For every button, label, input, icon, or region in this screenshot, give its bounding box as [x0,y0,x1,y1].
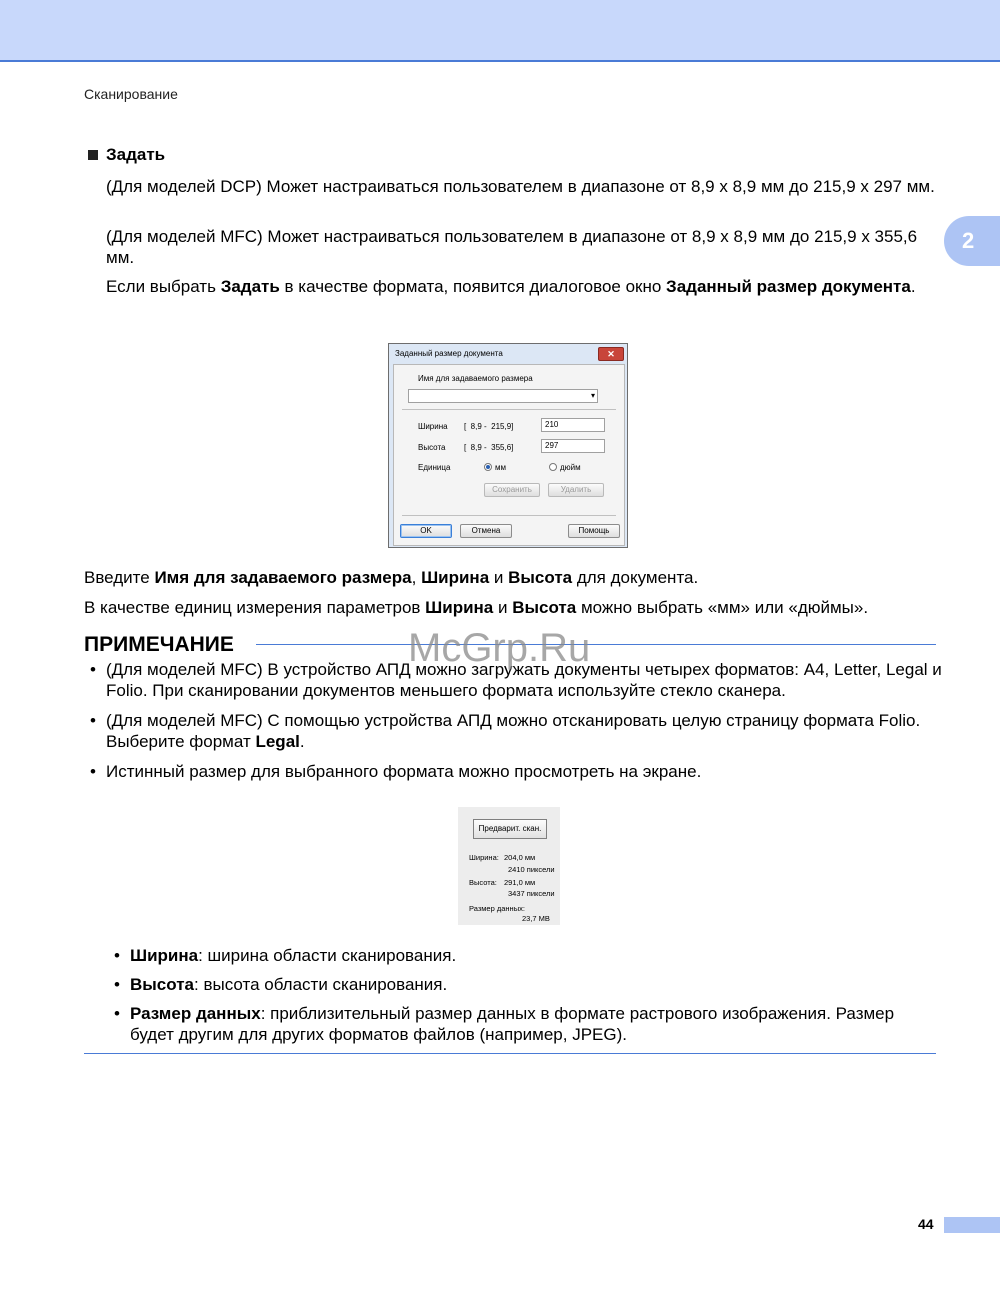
note-end-divider [84,1053,936,1054]
width-input[interactable]: 210 [541,418,605,432]
close-icon[interactable]: ✕ [598,347,624,361]
height-range: [ 8,9 - 355,6] [464,443,514,452]
preview-width-label: Ширина: [469,853,499,862]
note-heading: ПРИМЕЧАНИЕ [84,633,234,656]
preview-size-value: 23,7 MB [522,914,550,923]
chapter-tab: 2 [944,216,1000,266]
note-item: • Истинный размер для выбранного формата можно просмотреть на экране. [90,762,702,781]
dialog-body [393,364,625,546]
paragraph-dcp: (Для моделей DCP) Может настраиваться пользователем в диапазоне от 8,9 х 8,9 мм до 215,9 х 297 мм. [106,177,935,196]
sub-item-width: • Ширина: ширина области сканирования. [114,946,457,965]
preview-panel [458,807,560,925]
option-title [88,145,165,165]
name-label: Имя для задаваемого размера [418,374,533,383]
unit-inch-radio[interactable] [549,463,557,471]
unit-label: Единица [418,463,451,472]
unit-inch-label: дюйм [560,463,581,472]
preview-height-label: Высота: [469,878,497,887]
preview-width-px: 2410 пиксели [508,865,555,874]
square-bullet-icon [88,150,98,160]
paragraph-enter-values: Введите Имя для задаваемого размера, Ширина и Высота для документа. [84,568,699,587]
note-item: • (Для моделей MFC) С помощью устройства АПД можно отсканировать целую страницу формата Folio. Выберите формат Legal. [90,711,921,751]
unit-mm-radio[interactable] [484,463,492,471]
custom-size-dialog [388,343,628,548]
width-range: [ 8,9 - 215,9] [464,422,514,431]
paragraph-units: В качестве единиц измерения параметров Ширина и Высота можно выбрать «мм» или «дюймы». [84,598,869,617]
height-input[interactable]: 297 [541,439,605,453]
divider [402,515,616,516]
ok-button[interactable]: OK [400,524,452,538]
note-item: • (Для моделей MFC) В устройство АПД можно загружать документы четырех форматов: A4, Letter, Legal и Folio. При сканировании документов меньшего формата используйте стекло сканера. [90,660,942,700]
name-combo[interactable] [408,389,598,403]
page-tab [944,1217,1000,1233]
preview-width-mm: 204,0 мм [504,853,536,862]
cancel-button[interactable]: Отмена [460,524,512,538]
preview-size-label: Размер данных: [469,904,525,913]
height-label: Высота [418,443,446,452]
chevron-down-icon: ▾ [590,391,595,400]
unit-mm-label: мм [495,463,506,472]
note-divider [256,644,936,645]
sub-item-data-size: • Размер данных: приблизительный размер данных в формате растрового изображения. Размер будет другим для других форматов файлов (например, JPEG). [114,1004,895,1044]
paragraph-dialog-intro: Если выбрать Задать в качестве формата, появится диалоговое окно Заданный размер документа. [106,277,916,296]
dialog-title: Заданный размер документа [395,349,503,358]
section-header: Сканирование [84,86,178,102]
save-button[interactable]: Сохранить [484,483,540,497]
prescan-button[interactable]: Предварит. скан. [473,819,547,839]
divider [402,409,616,410]
sub-item-height: • Высота: высота области сканирования. [114,975,448,994]
help-button[interactable]: Помощь [568,524,620,538]
option-title-text: Задать [106,145,166,164]
top-header-band [0,0,1000,62]
preview-height-px: 3437 пиксели [508,889,555,898]
delete-button[interactable]: Удалить [548,483,604,497]
paragraph-mfc: (Для моделей MFC) Может настраиваться пользователем в диапазоне от 8,9 х 8,9 мм до 215,9 х 355,6 мм. [106,227,918,267]
watermark: McGrp.Ru [408,626,591,670]
page-number: 44 [918,1216,934,1232]
preview-height-mm: 291,0 мм [504,878,536,887]
width-label: Ширина [418,422,448,431]
